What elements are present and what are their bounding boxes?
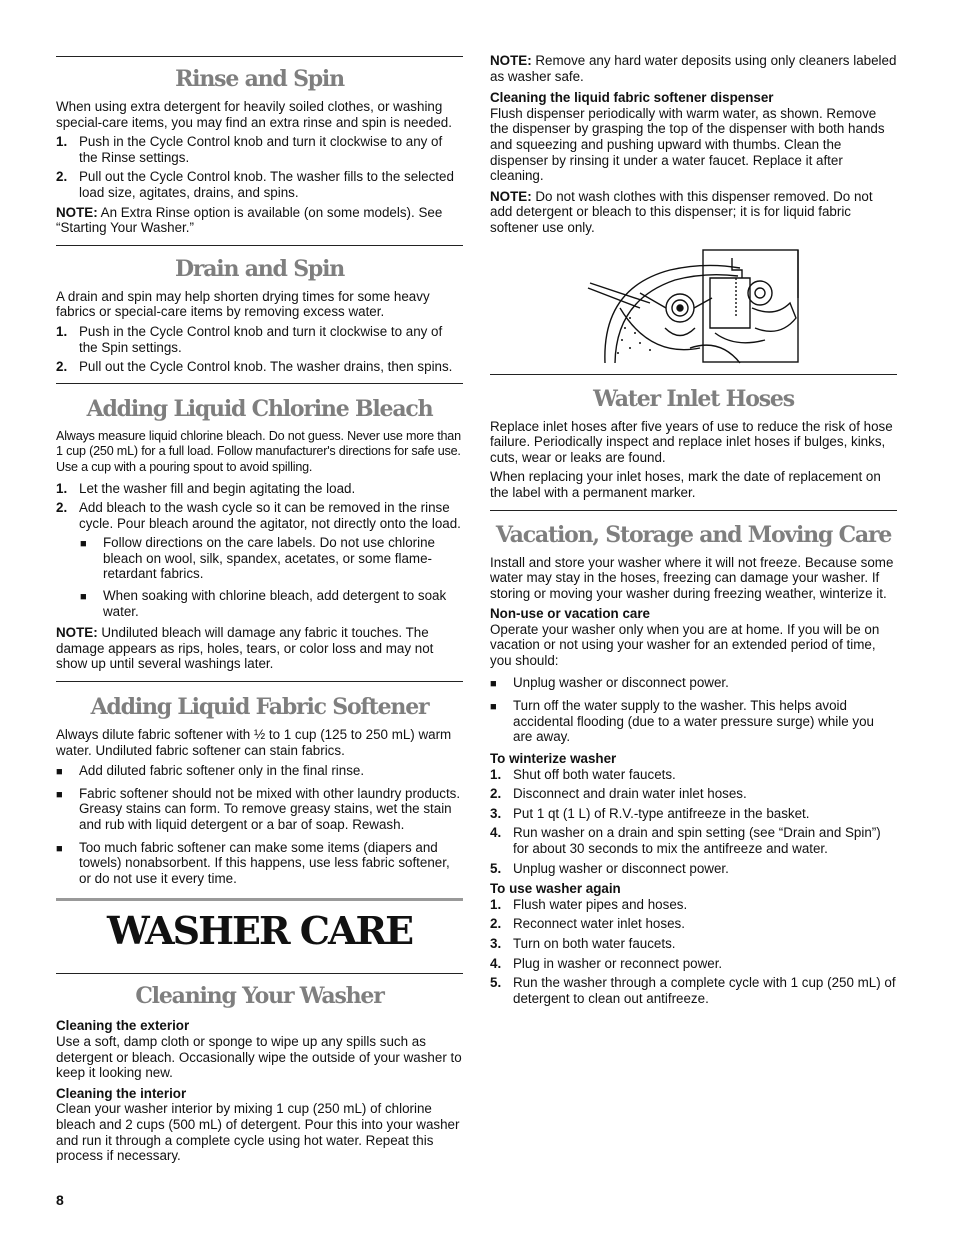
hard-water-note: NOTE: Remove any hard water deposits using only cleaners labeled as washer safe. xyxy=(490,53,897,84)
dispenser-rinse-illustration xyxy=(490,248,897,366)
hoses-p2: When replacing your inlet hoses, mark the date of replacement on the label with a permanent marker. xyxy=(490,469,881,500)
list-item: 3. Put 1 qt (1 L) of R.V.-type antifreeze in the basket. xyxy=(490,805,810,821)
interior-text: Clean your washer interior by mixing 1 cup (250 mL) of chlorine bleach and 2 cups (500 mL) of detergent. Pour this into your washer and run it through a complete cycle using hot water. Repeat this process if necessary. xyxy=(56,1101,460,1164)
nonuse-text: Operate your washer only when you are at home. If you will be on vacation or not using your washer for an extended period of time, you should: xyxy=(490,621,880,669)
dispenser-subheading: Cleaning the liquid fabric softener dispenser xyxy=(490,90,774,106)
vacation-intro: Install and store your washer where it will not freeze. Because some water may stay in the hoses, freezing can damage your washer. If storing or moving your washer during freezing weather, winterize it. xyxy=(490,554,894,601)
bullet-item: ■ Add diluted fabric softener only in the final rinse. xyxy=(56,763,463,779)
list-item: 2. Pull out the Cycle Control knob. The washer fills to the selected load size, agitates, drains, and spins. xyxy=(56,169,454,200)
page-number: 8 xyxy=(56,1192,64,1208)
rinse-note: NOTE: An Extra Rinse option is available (on some models). See “Starting Your Washer.” xyxy=(56,204,443,236)
bullet-item: ■ Unplug washer or disconnect power. xyxy=(490,675,897,691)
list-item: 1. Push in the Cycle Control knob and turn it clockwise to any of the Spin settings. xyxy=(56,323,443,355)
drain-spin-heading: Drain and Spin xyxy=(174,255,345,282)
list-item: 4. Plug in washer or reconnect power. xyxy=(490,955,723,971)
bullet-item: ■ Too much fabric softener can make some items (diapers and towels) nonabsorbent. If this happens, use less fabric softener, or do not use it every time. xyxy=(56,839,450,886)
vacation-heading: Vacation, Storage and Moving Care xyxy=(495,521,892,548)
softener-heading: Adding Liquid Fabric Softener xyxy=(90,694,429,721)
square-bullet-icon: ■ xyxy=(80,591,87,604)
list-item: 1. Push in the Cycle Control knob and turn it clockwise to any of the Rinse settings. xyxy=(56,134,443,165)
list-item: 4. Run washer on a drain and spin setting (see “Drain and Spin”) for about 30 seconds to mix the antifreeze and water. xyxy=(490,825,881,856)
water-hoses-heading: Water Inlet Hoses xyxy=(593,385,794,412)
list-item: 5. Run the washer through a complete cycle with 1 cup (250 mL) of detergent to clean out antifreeze. xyxy=(490,975,896,1006)
list-item: 3. Turn on both water faucets. xyxy=(490,935,676,951)
bullet-item: ■ Follow directions on the care labels. Do not use chlorine bleach on wool, silk, spandex, acetates, or some flame-retardant fabrics. xyxy=(80,535,435,582)
cleaning-heading: Cleaning Your Washer xyxy=(135,983,384,1010)
use-again-subheading: To use washer again xyxy=(490,881,621,897)
square-bullet-icon: ■ xyxy=(56,766,63,779)
list-item: 2. Reconnect water inlet hoses. xyxy=(490,916,685,932)
bullet-item: ■ Fabric softener should not be mixed with other laundry products. Greasy stains can form. To remove greasy stains, wet the stain and rub with liquid detergent or a bar of soap. Rewash. xyxy=(56,785,461,832)
dispenser-note: NOTE: Do not wash clothes with this dispenser removed. Do not add detergent or bleach to this dispenser; it is for liquid fabric softener use only. xyxy=(490,188,873,235)
square-bullet-icon: ■ xyxy=(80,538,87,551)
list-item: 1. Let the washer fill and begin agitating the load. xyxy=(56,480,356,496)
left-column xyxy=(56,0,463,1164)
washer-care-title: WASHER CARE xyxy=(106,908,413,954)
exterior-subheading: Cleaning the exterior xyxy=(56,1018,190,1034)
section-divider xyxy=(56,56,463,57)
section-divider xyxy=(56,383,463,384)
exterior-text: Use a soft, damp cloth or sponge to wipe up any spills such as detergent or bleach. Occasionally wipe the outside of your washer to keep it looking new. xyxy=(56,1033,462,1081)
square-bullet-icon: ■ xyxy=(56,842,63,855)
winterize-subheading: To winterize washer xyxy=(490,751,617,767)
section-thick-divider xyxy=(56,898,463,901)
bleach-heading: Adding Liquid Chlorine Bleach xyxy=(86,395,433,422)
section-divider xyxy=(490,374,897,375)
rinse-spin-heading: Rinse and Spin xyxy=(175,66,344,92)
right-column xyxy=(490,0,897,1006)
list-item: 2. Disconnect and drain water inlet hoses. xyxy=(490,786,747,802)
dispenser-illustration xyxy=(490,248,897,366)
list-item: 2. Add bleach to the wash cycle so it can be removed in the rinse cycle. Pour bleach around the agitator, not directly onto the load. xyxy=(56,500,461,531)
interior-subheading: Cleaning the interior xyxy=(56,1085,187,1101)
section-divider xyxy=(56,681,463,682)
hoses-p1: Replace inlet hoses after five years of use to reduce the risk of hose failure. Periodically inspect and replace inlet hoses if bulges, kinks, cuts, wear or leaks are found. xyxy=(490,418,893,465)
drain-intro: A drain and spin may help shorten drying times for some heavy fabrics or special-care items by removing excess water. xyxy=(56,288,430,320)
square-bullet-icon: ■ xyxy=(56,788,63,801)
softener-intro: Always dilute fabric softener with ½ to 1 cup (125 to 250 mL) warm water. Undiluted fabric softener can stain fabrics. xyxy=(56,727,452,758)
section-divider xyxy=(56,245,463,246)
square-bullet-icon: ■ xyxy=(490,677,497,690)
list-item: 1. Shut off both water faucets. xyxy=(490,766,676,782)
section-divider xyxy=(56,973,463,974)
bullet-item: ■ When soaking with chlorine bleach, add detergent to soak water. xyxy=(80,588,447,619)
list-item: 2. Pull out the Cycle Control knob. The washer drains, then spins. xyxy=(56,359,453,375)
rinse-intro: When using extra detergent for heavily soiled clothes, or washing special-care items, you may find an extra rinse and spin is needed. xyxy=(56,99,452,130)
nonuse-subheading: Non-use or vacation care xyxy=(490,606,650,622)
list-item: 1. Flush water pipes and hoses. xyxy=(490,896,688,912)
bleach-intro: Always measure liquid chlorine bleach. Do not guess. Never use more than 1 cup (250 mL) for a full load. Follow manufacturer's directions for safe use. Use a cup with a pouring spout to avoid spilling. xyxy=(56,428,461,474)
list-item: 5. Unplug washer or disconnect power. xyxy=(490,860,729,876)
dispenser-text: Flush dispenser periodically with warm water, as shown. Remove the dispenser by grasping the top of the dispenser with both hands and squeezing and pushing upward with thumbs. Clean the dispenser by rinsing it under a water faucet. Replace it after cleaning. xyxy=(490,105,885,184)
section-divider xyxy=(490,510,897,511)
bullet-item: ■ Turn off the water supply to the washer. This helps avoid accidental flooding (due to a water pressure surge) while you are away. xyxy=(490,698,875,745)
bleach-note: NOTE: Undiluted bleach will damage any fabric it touches. The damage appears as rips, holes, tears, or color loss and may not show up until several washings later. xyxy=(56,625,434,672)
square-bullet-icon: ■ xyxy=(490,701,497,714)
